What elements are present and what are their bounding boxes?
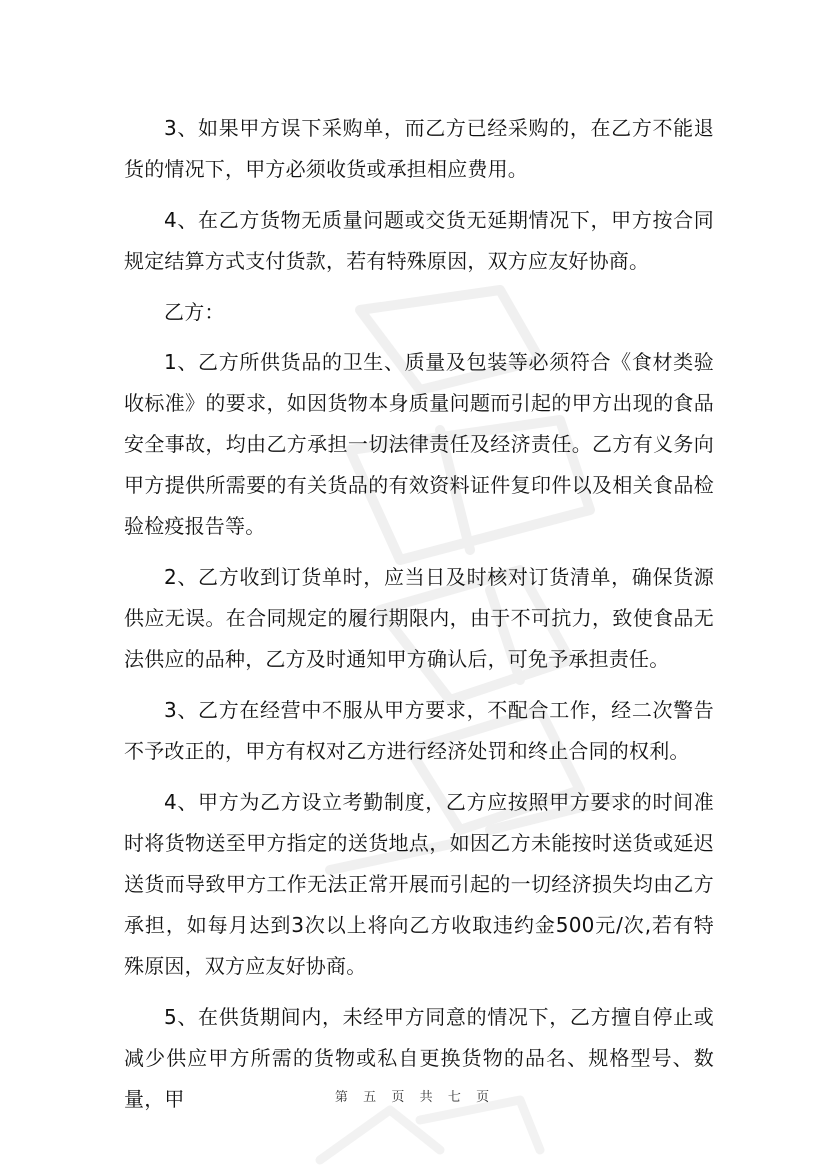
paragraph-order-verification: 2、乙方收到订货单时，应当日及时核对订货清单，确保货源供应无误。在合同规定的履行期限内，由于不可抗力，致使食品无法供应的品种，乙方及时通知甲方确认后，可免予承担责任。 xyxy=(124,565,714,671)
paragraph-attendance-penalty: 4、甲方为乙方设立考勤制度，乙方应按照甲方要求的时间准时将货物送至甲方指定的送货地点，如因乙方未能按时送货或延迟送货而导致甲方工作无法正常开展而引起的一切经济损失均由乙方承担，如每月达到3次以上将向乙方收取违约金500元/次,若有特殊原因，双方应友好协商。 xyxy=(124,790,714,978)
paragraph-purchase-order-error: 3、如果甲方误下采购单，而乙方已经采购的，在乙方不能退货的情况下，甲方必须收货或承担相应费用。 xyxy=(124,116,714,181)
section-heading-party-b: 乙方： xyxy=(164,300,225,324)
paragraph-payment-terms: 4、在乙方货物无质量问题或交货无延期情况下，甲方按合同规定结算方式支付货款，若有特殊原因，双方应友好协商。 xyxy=(124,208,714,273)
paragraph-compliance: 3、乙方在经营中不服从甲方要求，不配合工作，经二次警告不予改正的，甲方有权对乙方进行经济处罚和终止合同的权利。 xyxy=(124,698,714,763)
document-body xyxy=(124,108,714,1130)
page-number-footer: 第 五 页 共 七 页 xyxy=(334,1089,496,1104)
paragraph-supply-interruption: 5、在供货期间内，未经甲方同意的情况下，乙方擅自停止或减少供应甲方所需的货物或私自更换货物的品名、规格型号、数量，甲 xyxy=(124,1005,714,1111)
paragraph-quality-standards: 1、乙方所供货品的卫生、质量及包装等必须符合《食材类验收标准》的要求，如因货物本身质量问题而引起的甲方出现的食品安全事故，均由乙方承担一切法律责任及经济责任。乙方有义务向甲方提供所需要的有关货品的有效资料证件复印件以及相关食品检验检疫报告等。 xyxy=(124,350,714,538)
